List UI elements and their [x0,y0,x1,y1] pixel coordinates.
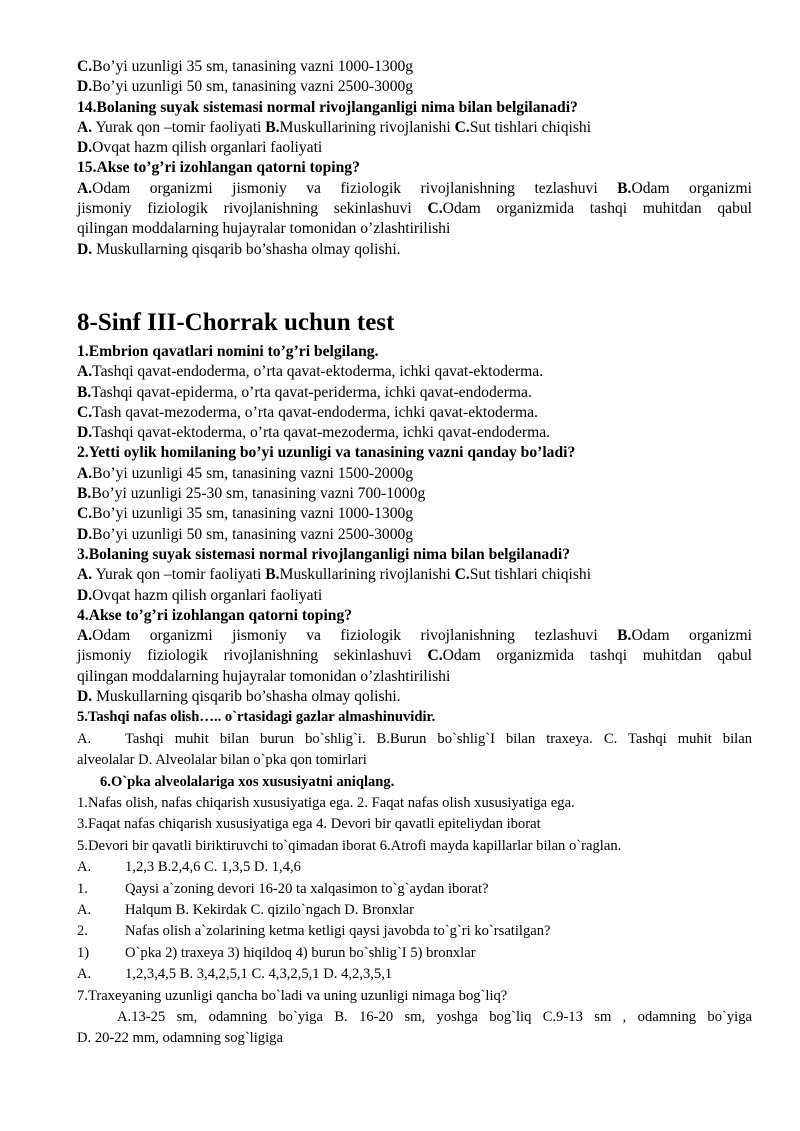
question-14: 14.Bolaning suyak sistemasi normal rivojlanganligi nima bilan belgilanadi? [77,98,578,116]
question-6: 6.O`pka alveolalariga xos xususiyatni aniqlang. [100,773,395,790]
question-1: 1.Embrion qavatlari nomini to’g’ri belgilang. [77,342,379,360]
question-5-options-line-2: alveolalar D. Alveolalar bilan o`pka qon tomirlari [77,752,367,769]
question-15: 15.Akse to’g’ri izohlangan qatorni toping? [77,159,360,177]
question-14-options: A. Yurak qon –tomir faoliyati B.Muskullarining rivojlanishi C.Sut tishlari chiqishi [77,118,592,136]
numbered-question-1: 1. Qaysi a`zoning devori 16-20 ta xalqasimon to`g`aydan iborat? [77,880,489,897]
question-4-line-1: A.Odam organizmi jismoniy va fiziologik rivojlanishning tezlashuvi B.Odam organizmi [77,627,752,645]
question-15-line-1: A.Odam organizmi jismoniy va fiziologik rivojlanishning tezlashuvi B.Odam organizmi [77,179,752,197]
question-6-line-3: 5.Devori bir qavatli biriktiruvchi to`qimadan iborat 6.Atrofi mayda kapillarlar bilan o`raglan. [77,837,622,854]
question-6-line-2: 3.Faqat nafas chiqarish xususiyatiga ega 4. Devori bir qavatli epiteliydan iborat [77,816,541,833]
numbered-question-2: 2. Nafas olish a`zolarining ketma ketligi qaysi javobda to`g`ri ko`rsatilgan? [77,923,551,940]
question-14-option-d: D.Ovqat hazm qilish organlari faoliyati [77,139,323,157]
question-2: 2.Yetti oylik homilaning bo’yi uzunligi va tanasining vazni qanday bo’ladi? [77,444,576,462]
numbered-question-1-answers: A. Halqum B. Kekirdak C. qizilo`ngach D. Bronxlar [77,901,414,918]
question-5-options-line-1: A. Tashqi muhit bilan burun bo`shlig`i. B.Burun bo`shlig`I bilan traxeya. C. Tashqi muhit bilan [77,730,752,747]
question-3: 3.Bolaning suyak sistemasi normal rivojlanganligi nima bilan belgilanadi? [77,545,571,563]
question-1-option-c: C.Tash qavat-mezoderma, o’rta qavat-endoderma, ichki qavat-ektoderma. [77,403,538,421]
question-3-option-d: D.Ovqat hazm qilish organlari faoliyati [77,586,323,604]
question-4-line-2: jismoniy fiziologik rivojlanishning sekinlashuvi C.Odam organizmida tashqi muhitdan qabul [77,647,752,665]
question-1-option-b: B.Tashqi qavat-epiderma, o’rta qavat-periderma, ichki qavat-endoderma. [77,383,532,401]
option-c: C.Bo’yi uzunligi 35 sm, tanasining vazni 1000-1300g [77,58,414,75]
question-15-option-d: D. Muskullarning qisqarib bo’shasha olmay qolishi. [77,240,401,258]
question-6-line-1: 1.Nafas olish, nafas chiqarish xususiyatiga ega. 2. Faqat nafas olish xususiyatiga ega. [77,794,575,811]
question-4: 4.Akse to’g’ri izohlangan qatorni toping? [77,606,353,624]
question-2-option-d: D.Bo’yi uzunligi 50 sm, tanasining vazni 2500-3000g [77,525,414,543]
numbered-question-2-answers: A. 1,2,3,4,5 B. 3,4,2,5,1 C. 4,3,2,5,1 D. 4,2,3,5,1 [77,966,393,983]
question-15-line-3: qilingan moddalarning hujayralar tomonidan o’zlashtirilishi [77,220,451,238]
document-page [77,57,752,1050]
question-3-options: A. Yurak qon –tomir faoliyati B.Muskullarining rivojlanishi C.Sut tishlari chiqishi [77,566,592,584]
page-title: 8-Sinf III-Chorrak uchun test [77,308,395,336]
question-5: 5.Tashqi nafas olish….. o`rtasidagi gazlar almashinuvidir. [77,709,436,726]
option-d: D.Bo’yi uzunligi 50 sm, tanasining vazni 2500-3000g [77,78,414,96]
question-7-option-d: D. 20-22 mm, odamning sog`ligiga [77,1030,283,1047]
numbered-question-2-items: 1) O`pka 2) traxeya 3) hiqildoq 4) burun bo`shlig`I 5) bronxlar [77,944,476,961]
question-15-line-2: jismoniy fiziologik rivojlanishning sekinlashuvi C.Odam organizmida tashqi muhitdan qabul [77,200,752,218]
question-2-option-b: B.Bo’yi uzunligi 25-30 sm, tanasining vazni 700-1000g [77,485,426,503]
question-4-option-d: D. Muskullarning qisqarib bo’shasha olmay qolishi. [77,688,401,706]
question-1-option-d: D.Tashqi qavat-ektoderma, o’rta qavat-mezoderma, ichki qavat-endoderma. [77,424,551,442]
question-2-option-c: C.Bo’yi uzunligi 35 sm, tanasining vazni 1000-1300g [77,505,414,523]
question-2-option-a: A.Bo’yi uzunligi 45 sm, tanasining vazni 1500-2000g [77,464,414,482]
question-7-options: A.13-25 sm, odamning bo`yiga B. 16-20 sm, yoshga bog`liq C.9-13 sm , odamning bo`yiga [117,1009,752,1025]
question-4-line-3: qilingan moddalarning hujayralar tomonidan o’zlashtirilishi [77,667,451,685]
question-1-option-a: A.Tashqi qavat-endoderma, o’rta qavat-ektoderma, ichki qavat-ektoderma. [77,363,544,381]
question-6-answers: A. 1,2,3 B.2,4,6 C. 1,3,5 D. 1,4,6 [77,859,301,876]
question-7: 7.Traxeyaning uzunligi qancha bo`ladi va uning uzunligi nimaga bog`liq? [77,987,508,1004]
